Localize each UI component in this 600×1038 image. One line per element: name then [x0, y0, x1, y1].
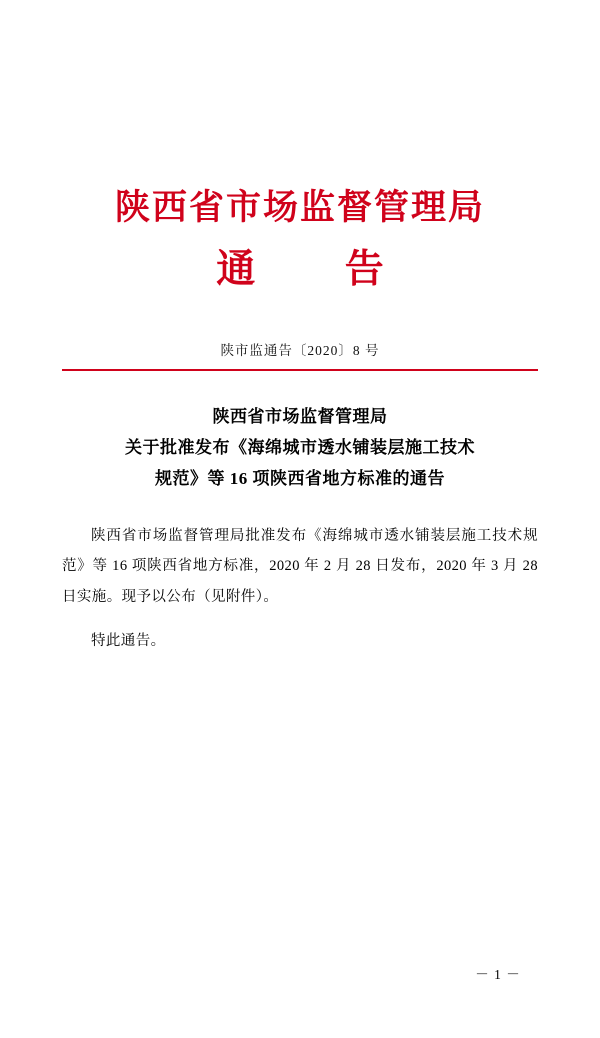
document-title	[62, 401, 538, 495]
body-paragraph-2: 特此通告。	[91, 633, 166, 650]
title-line-1: 陕西省市场监督管理局	[212, 406, 388, 426]
document-number: 陕市监通告〔2020〕8 号	[220, 342, 380, 358]
title-line-3: 规范》等 16 项陕西省地方标准的通告	[155, 469, 445, 489]
page-number: － 1 －	[475, 967, 521, 982]
body-paragraph-1: 陕西省市场监督管理局批准发布《海绵城市透水铺装层施工技术规范》等 16 项陕西省地方标准，2020 年 2 月 28 日发布，2020 年 3 月 28 日实施。现予以公布（见附件）。	[62, 527, 538, 605]
masthead-issuer: 陕西省市场监督管理局	[114, 187, 485, 228]
page-footer	[0, 963, 600, 983]
masthead-doctype: 通 告	[216, 245, 422, 292]
document-page	[0, 186, 600, 1038]
title-line-2: 关于批准发布《海绵城市透水铺装层施工技术	[125, 437, 475, 457]
red-divider	[62, 369, 538, 371]
